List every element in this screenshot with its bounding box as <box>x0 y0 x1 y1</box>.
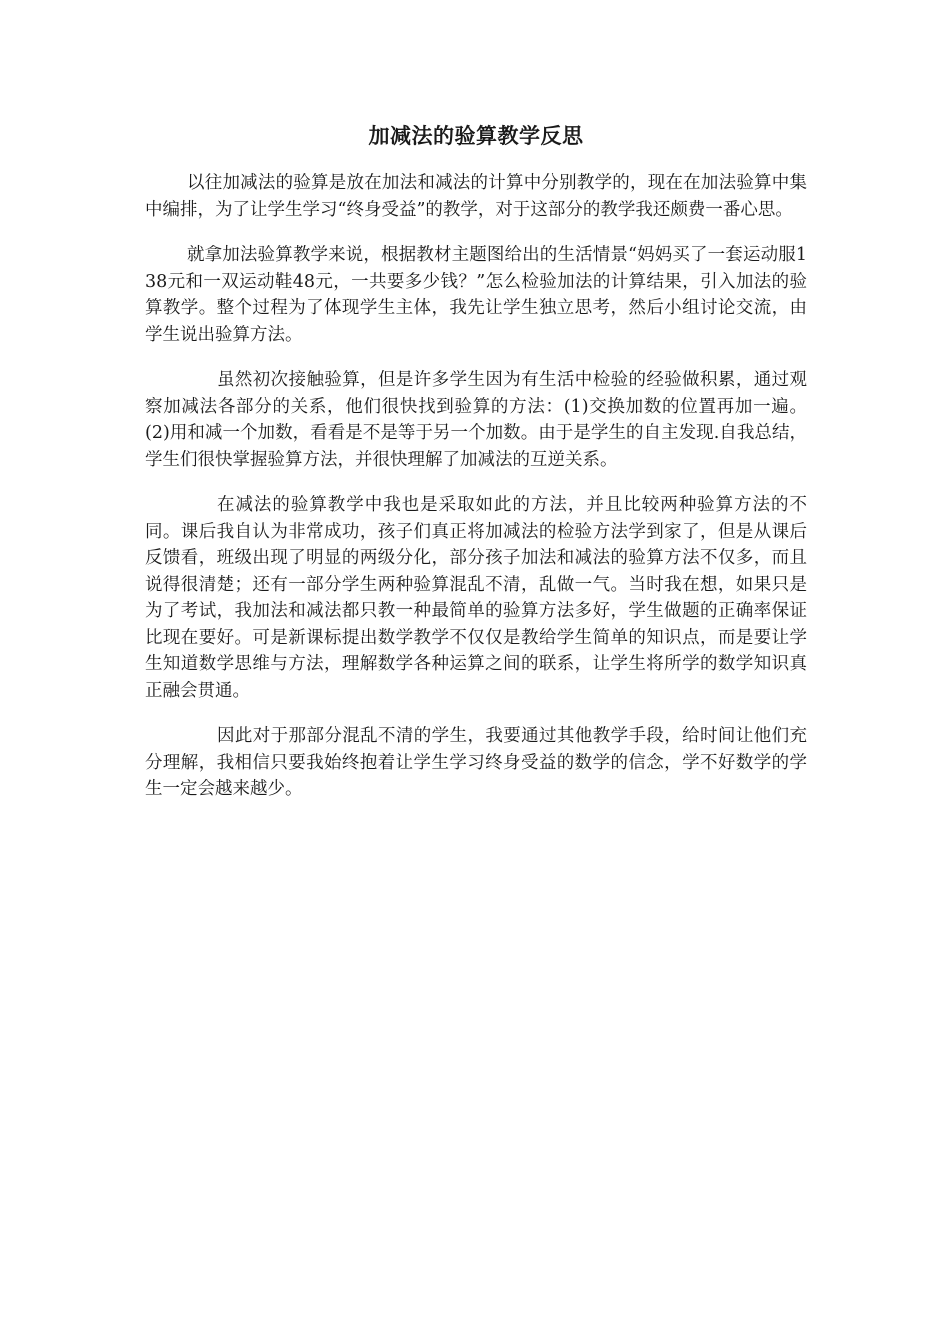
paragraph-5: 因此对于那部分混乱不清的学生，我要通过其他教学手段，给时间让他们充分理解，我相信只要我始终抱着让学生学习终身受益的数学的信念，学不好数学的学生一定会越来越少。 <box>145 726 807 799</box>
paragraph-4: 在减法的验算教学中我也是采取如此的方法，并且比较两种验算方法的不同。课后我自认为非常成功，孩子们真正将加减法的检验方法学到家了，但是从课后反馈看，班级出现了明显的两级分化，部分孩子加法和减法的验算方法不仅多，而且说得很清楚；还有一部分学生两种验算混乱不清，乱做一气。当时我在想，如果只是为了考试，我加法和减法都只教一种最简单的验算方法多好，学生做题的正确率保证比现在要好。可是新课标提出数学教学不仅仅是教给学生简单的知识点，而是要让学生知道数学思维与方法，理解数学各种运算之间的联系，让学生将所学的数学知识真正融会贯通。 <box>145 495 807 701</box>
paragraph-3: 虽然初次接触验算，但是许多学生因为有生活中检验的经验做积累，通过观察加减法各部分的关系，他们很快找到验算的方法：(1)交换加数的位置再加一遍。(2)用和减一个加数，看看是不是等于另一个加数。由于是学生的自主发现.自我总结，学生们很快掌握验算方法，并很快理解了加减法的互逆关系。 <box>145 370 807 470</box>
document-body <box>145 170 807 822</box>
paragraph-2: 就拿加法验算教学来说，根据教材主题图给出的生活情景“妈妈买了一套运动服138元和一双运动鞋48元，一共要多少钱？”怎么检验加法的计算结果，引入加法的验算教学。整个过程为了体现学生主体，我先让学生独立思考，然后小组讨论交流，由学生说出验算方法。 <box>145 245 807 345</box>
document-title: 加减法的验算教学反思 <box>368 123 584 148</box>
paragraph-1: 以往加减法的验算是放在加法和减法的计算中分别教学的，现在在加法验算中集中编排，为了让学生学习“终身受益”的教学，对于这部分的教学我还颇费一番心思。 <box>145 173 807 220</box>
